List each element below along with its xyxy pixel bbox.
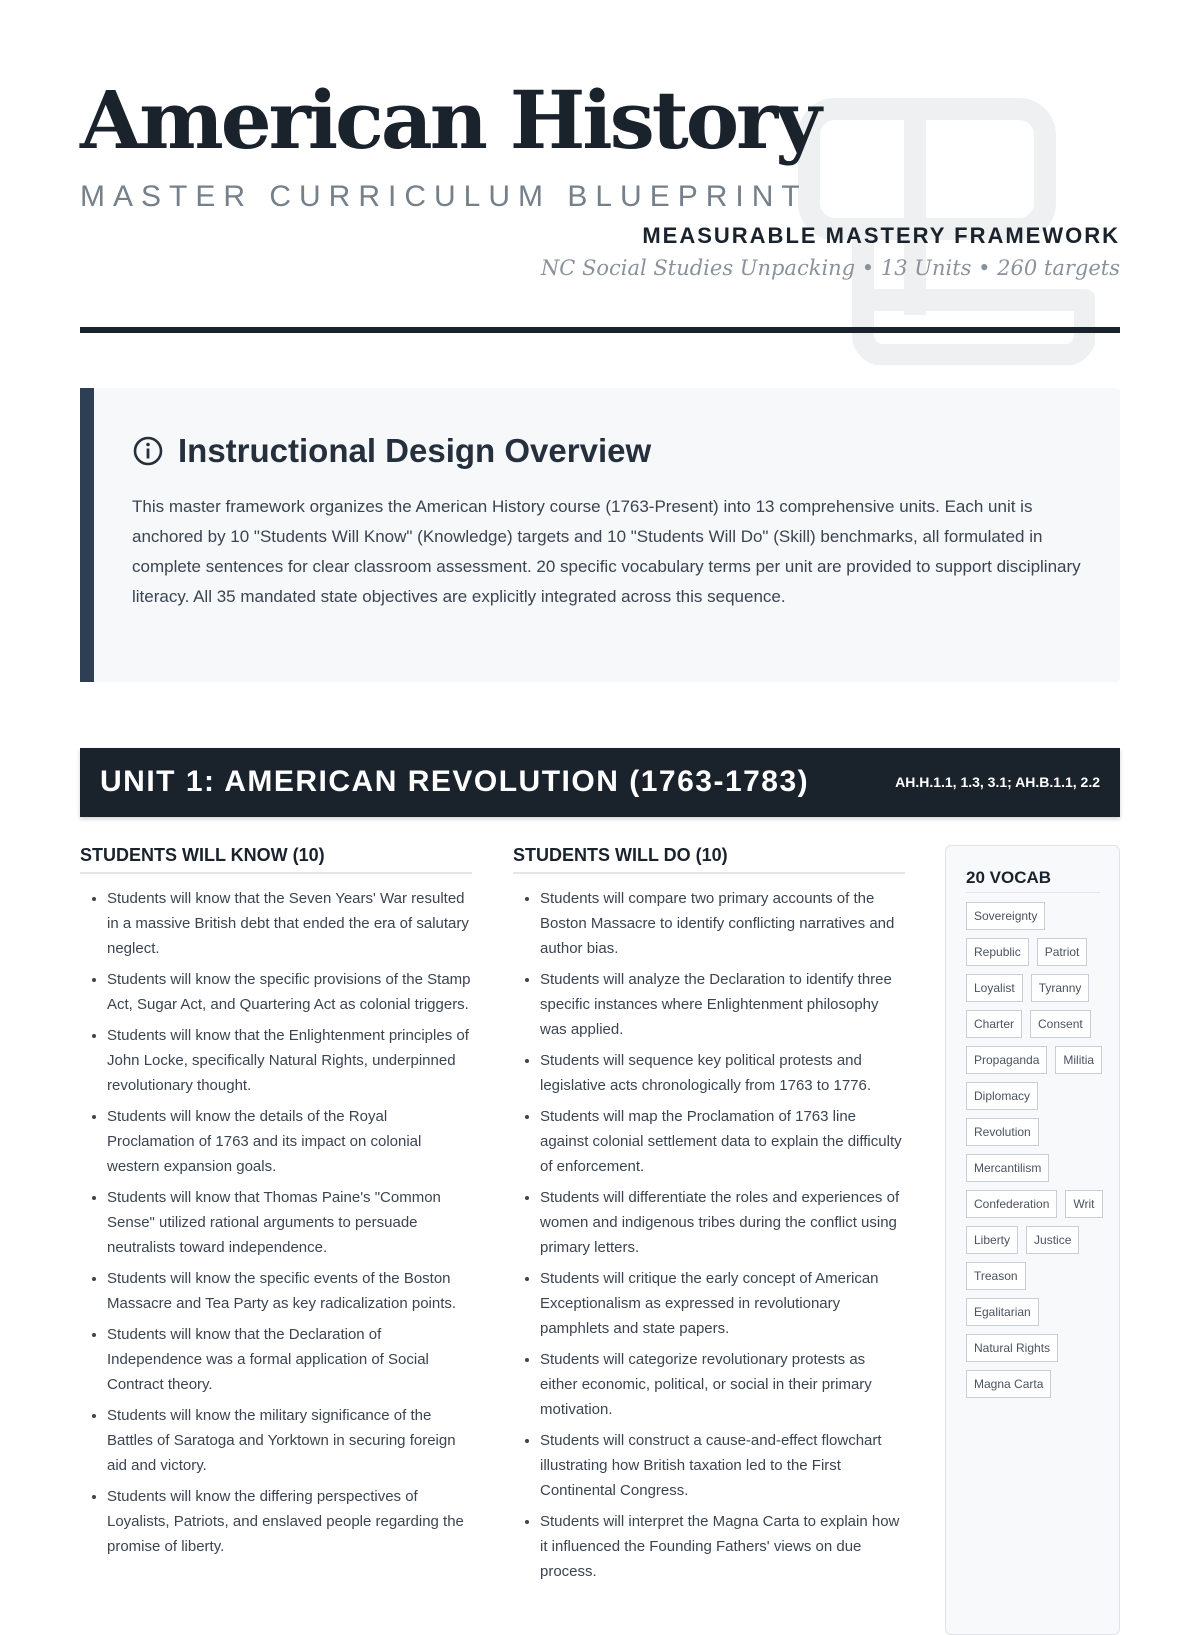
do-heading: STUDENTS WILL DO (10) [513, 845, 905, 874]
header-divider [80, 327, 1120, 333]
vocab-chip: Treason [966, 1262, 1026, 1290]
vocab-chip: Confederation [966, 1190, 1057, 1218]
vocab-list [966, 902, 1106, 1398]
vocab-chip: Liberty [966, 1226, 1018, 1254]
framework-label: MEASURABLE MASTERY FRAMEWORK [642, 223, 1120, 248]
vocab-chip: Revolution [966, 1118, 1039, 1146]
know-item: • Students will know that the Seven Years' War resulted in a massive British debt that ended the era of salutary neglect. [107, 886, 472, 961]
info-icon [132, 435, 164, 467]
know-column [80, 845, 472, 1565]
know-item: • Students will know the specific events of the Boston Massacre and Tea Party as key radicalization points. [107, 1266, 472, 1316]
know-item: • Students will know that Thomas Paine's "Common Sense" utilized rational arguments to persuade neutralists toward independence. [107, 1185, 472, 1260]
framework-meta: NC Social Studies Unpacking • 13 Units • 260 targets [540, 256, 1120, 280]
unit-header [80, 748, 1120, 817]
do-item: • Students will compare two primary accounts of the Boston Massacre to identify conflicting narratives and author bias. [540, 886, 905, 961]
know-item: • Students will know the military significance of the Battles of Saratoga and Yorktown in securing foreign aid and victory. [107, 1403, 472, 1478]
know-item: • Students will know the specific provisions of the Stamp Act, Sugar Act, and Quartering Act as colonial triggers. [107, 967, 472, 1017]
vocab-panel [945, 845, 1120, 1635]
know-heading: STUDENTS WILL KNOW (10) [80, 845, 472, 874]
do-item: • Students will categorize revolutionary protests as either economic, political, or social in their primary motivation. [540, 1347, 905, 1422]
vocab-chip: Magna Carta [966, 1370, 1051, 1398]
vocab-heading: 20 VOCAB [966, 868, 1100, 893]
overview-panel [80, 388, 1120, 682]
unit-standards: AH.H.1.1, 1.3, 3.1; AH.B.1.1, 2.2 [895, 774, 1100, 790]
know-list [80, 886, 472, 1559]
know-item: • Students will know the differing perspectives of Loyalists, Patriots, and enslaved people regarding the promise of liberty. [107, 1484, 472, 1559]
do-item: • Students will map the Proclamation of 1763 line against colonial settlement data to explain the difficulty of enforcement. [540, 1104, 905, 1179]
vocab-chip: Loyalist [966, 974, 1023, 1002]
vocab-chip: Egalitarian [966, 1298, 1039, 1326]
vocab-chip: Charter [966, 1010, 1022, 1038]
do-list [513, 886, 905, 1584]
vocab-chip: Consent [1030, 1010, 1091, 1038]
vocab-chip: Propaganda [966, 1046, 1047, 1074]
vocab-chip: Militia [1055, 1046, 1102, 1074]
overview-title: Instructional Design Overview [178, 432, 652, 469]
do-item: • Students will construct a cause-and-effect flowchart illustrating how British taxation led to the First Continental Congress. [540, 1428, 905, 1503]
vocab-chip: Natural Rights [966, 1334, 1058, 1362]
document-header [80, 73, 1120, 340]
vocab-chip: Republic [966, 938, 1029, 966]
do-item: • Students will analyze the Declaration to identify three specific instances where Enlightenment philosophy was applied. [540, 967, 905, 1042]
overview-text: This master framework organizes the American History course (1763-Present) into 13 comprehensive units. Each unit is anchored by 10 "Students Will Know" (Knowledge) targets and 10 "Students Will Do" (Skill) benchmarks, all formulated in complete sentences for clear classroom assessment. 20 specific vocabulary terms per unit are provided to support disciplinary literacy. All 35 mandated state objectives are explicitly integrated across this sequence. [132, 497, 1081, 606]
vocab-chip: Sovereignty [966, 902, 1045, 930]
vocab-chip: Diplomacy [966, 1082, 1038, 1110]
do-column [513, 845, 905, 1590]
do-item: • Students will interpret the Magna Carta to explain how it influenced the Founding Fathers' views on due process. [540, 1509, 905, 1584]
do-item: • Students will differentiate the roles and experiences of women and indigenous tribes during the conflict using primary letters. [540, 1185, 905, 1260]
vocab-chip: Writ [1065, 1190, 1102, 1218]
vocab-chip: Justice [1026, 1226, 1079, 1254]
vocab-chip: Patriot [1037, 938, 1088, 966]
unit-title: UNIT 1: AMERICAN REVOLUTION (1763-1783) [100, 765, 810, 798]
vocab-chip: Tyranny [1031, 974, 1090, 1002]
do-item: • Students will sequence key political protests and legislative acts chronologically from 1763 to 1776. [540, 1048, 905, 1098]
do-item: • Students will critique the early concept of American Exceptionalism as expressed in revolutionary pamphlets and state papers. [540, 1266, 905, 1341]
know-item: • Students will know that the Enlightenment principles of John Locke, specifically Natural Rights, underpinned revolutionary thought. [107, 1023, 472, 1098]
page-subtitle: MASTER CURRICULUM BLUEPRINT [80, 180, 808, 213]
page-title: American History [80, 73, 819, 167]
vocab-chip: Mercantilism [966, 1154, 1049, 1182]
know-item: • Students will know the details of the Royal Proclamation of 1763 and its impact on colonial western expansion goals. [107, 1104, 472, 1179]
know-item: • Students will know that the Declaration of Independence was a formal application of Social Contract theory. [107, 1322, 472, 1397]
